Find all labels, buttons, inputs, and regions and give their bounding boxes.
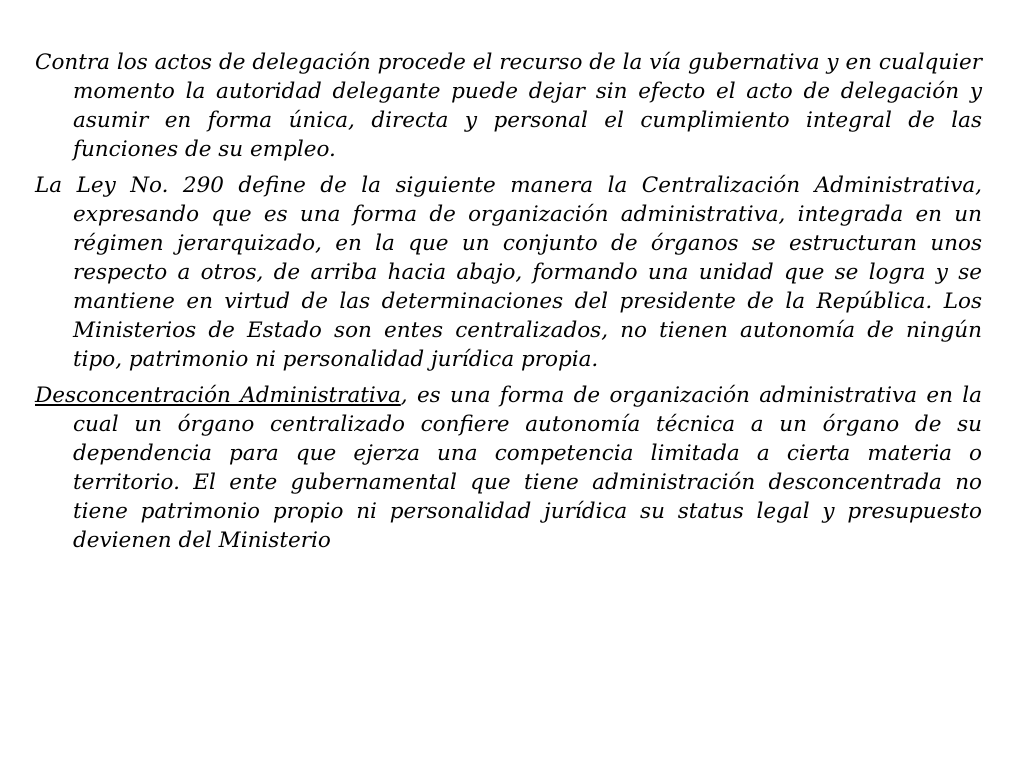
paragraph-centralization: La Ley No. 290 define de la siguiente manera la Centralización Administrativa, expresando que es una forma de organización administrativa, integrada en un régimen jerarquizado, en la que un conjunto de órganos se estructuran unos respecto a otros, de arriba hacia abajo, formando una unidad que se logra y se mantiene en virtud de las determinaciones del presidente de la República. Los Ministerios de Estado son entes centralizados, no tienen autonomía de ningún tipo, patrimonio ni personalidad jurídica propia. [35,173,982,372]
paragraph-deconcentration [35,381,982,555]
deconcentration-definition: , es una forma de organización administrativa en la cual un órgano centralizado confiere autonomía técnica a un órgano de su dependencia para que ejerza una competencia limitada a cierta materia o territorio. El ente gubernamental que tiene administración desconcentrada no tiene patrimonio propio ni personalidad jurídica su status legal y presupuesto devienen del Ministerio [73,383,982,553]
paragraph-delegation: Contra los actos de delegación procede el recurso de la vía gubernativa y en cualquier momento la autoridad delegante puede dejar sin efecto el acto de delegación y asumir en forma única, directa y personal el cumplimiento integral de las funciones de su empleo. [35,50,982,162]
deconcentration-term: Desconcentración Administrativa [35,383,401,408]
